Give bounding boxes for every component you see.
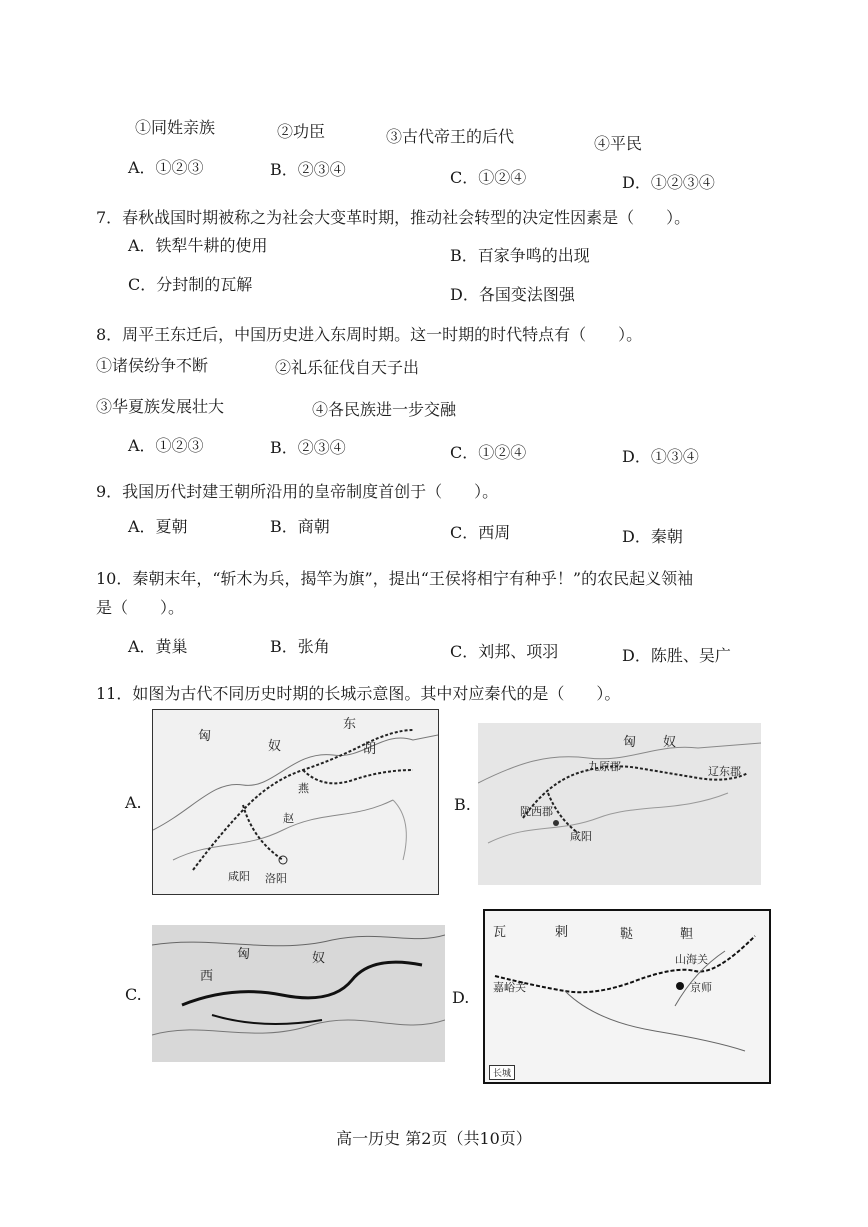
- page-footer: 高一历史 第2页（共10页）: [336, 1129, 532, 1148]
- map-c-drawing: [152, 925, 445, 1062]
- map-a-label-8: 洛阳: [265, 872, 287, 885]
- map-d-label-7: 京师: [690, 981, 712, 994]
- map-a-label-5: 燕: [298, 782, 309, 795]
- q8-item-2: ②礼乐征伐自天子出: [275, 358, 420, 377]
- map-d-label-4: 靼: [680, 927, 694, 942]
- map-c-label-3: 西: [200, 969, 214, 984]
- q8-item-3: ③华夏族发展壮大: [96, 397, 225, 416]
- map-b-label-3: 九原郡: [588, 760, 621, 773]
- q9-stem: 9．我国历代封建王朝所沿用的皇帝制度首创于（ ）。: [96, 482, 499, 501]
- q7-option-c[interactable]: C．分封制的瓦解: [128, 275, 253, 294]
- q9-option-d[interactable]: D．秦朝: [622, 527, 683, 546]
- q7-option-b[interactable]: B．百家争鸣的出现: [450, 246, 590, 265]
- q10-stem-line1: 10．秦朝末年，“斩木为兵，揭竿为旗”，提出“王侯将相宁有种乎！”的农民起义领袖: [96, 569, 694, 588]
- map-c-label-2: 奴: [312, 951, 326, 966]
- map-a-label-4: 胡: [363, 742, 377, 757]
- map-d-legend-label: 长城: [493, 1069, 512, 1079]
- q7-option-a[interactable]: A．铁犁牛耕的使用: [128, 236, 268, 255]
- q9-option-c[interactable]: C．西周: [450, 523, 511, 542]
- map-b[interactable]: [478, 723, 761, 885]
- q10-option-b[interactable]: B．张角: [270, 637, 330, 656]
- map-a-label-2: 奴: [268, 739, 282, 754]
- map-a-label-7: 咸阳: [228, 870, 250, 883]
- map-d-legend: [489, 1065, 515, 1080]
- map-b-label-5: 陇西郡: [520, 805, 553, 818]
- q8-option-a[interactable]: A．①②③: [128, 436, 204, 455]
- q6-item-1: ①同姓亲族: [135, 118, 216, 137]
- map-d[interactable]: [483, 909, 771, 1084]
- q6-option-d[interactable]: D．①②③④: [622, 173, 715, 192]
- q9-option-b[interactable]: B．商朝: [270, 517, 330, 536]
- q6-item-3: ③古代帝王的后代: [386, 127, 515, 146]
- q8-option-d[interactable]: D．①③④: [622, 447, 699, 466]
- q8-item-1: ①诸侯纷争不断: [96, 356, 209, 375]
- q11-option-b-label[interactable]: B.: [454, 795, 471, 814]
- q11-option-c-label[interactable]: C.: [125, 985, 142, 1004]
- map-b-label-1: 匈: [623, 735, 637, 750]
- map-a-label-1: 匈: [198, 729, 212, 744]
- q9-option-a[interactable]: A．夏朝: [128, 517, 188, 536]
- q11-stem: 11．如图为古代不同历史时期的长城示意图。其中对应秦代的是（ ）。: [96, 684, 621, 703]
- q8-option-c[interactable]: C．①②④: [450, 443, 527, 462]
- q10-stem-line2: 是（ ）。: [96, 598, 185, 617]
- q11-option-a-label[interactable]: A.: [125, 793, 142, 812]
- map-d-label-2: 剌: [555, 925, 569, 940]
- map-c-label-1: 匈: [237, 947, 251, 962]
- q6-item-4: ④平民: [594, 134, 643, 153]
- map-c[interactable]: [152, 925, 445, 1062]
- map-b-label-6: 咸阳: [570, 830, 592, 843]
- map-a[interactable]: [152, 709, 439, 895]
- map-d-label-5: 嘉峪关: [493, 981, 526, 994]
- map-a-label-3: 东: [343, 717, 357, 732]
- map-a-drawing: [153, 710, 438, 894]
- q6-option-c[interactable]: C．①②④: [450, 168, 527, 187]
- q8-option-b[interactable]: B．②③④: [270, 438, 346, 457]
- q10-option-c[interactable]: C．刘邦、项羽: [450, 642, 559, 661]
- q7-stem: 7．春秋战国时期被称之为社会大变革时期，推动社会转型的决定性因素是（ ）。: [96, 208, 691, 227]
- q11-option-d-label[interactable]: D.: [452, 988, 470, 1007]
- map-d-label-3: 鞑: [620, 927, 634, 942]
- q10-option-d[interactable]: D．陈胜、吴广: [622, 646, 731, 665]
- map-b-label-2: 奴: [663, 735, 677, 750]
- map-d-label-1: 瓦: [493, 925, 507, 940]
- q8-stem: 8．周平王东迁后，中国历史进入东周时期。这一时期的时代特点有（ ）。: [96, 325, 643, 344]
- q8-item-4: ④各民族进一步交融: [312, 400, 457, 419]
- q6-item-2: ②功臣: [277, 122, 326, 141]
- q6-option-a[interactable]: A．①②③: [128, 158, 204, 177]
- map-d-label-6: 山海关: [675, 953, 708, 966]
- map-b-label-4: 辽东郡: [708, 765, 741, 778]
- q7-option-d[interactable]: D．各国变法图强: [450, 285, 575, 304]
- q10-option-a[interactable]: A．黄巢: [128, 637, 188, 656]
- map-a-label-6: 赵: [283, 812, 294, 825]
- q6-option-b[interactable]: B．②③④: [270, 160, 346, 179]
